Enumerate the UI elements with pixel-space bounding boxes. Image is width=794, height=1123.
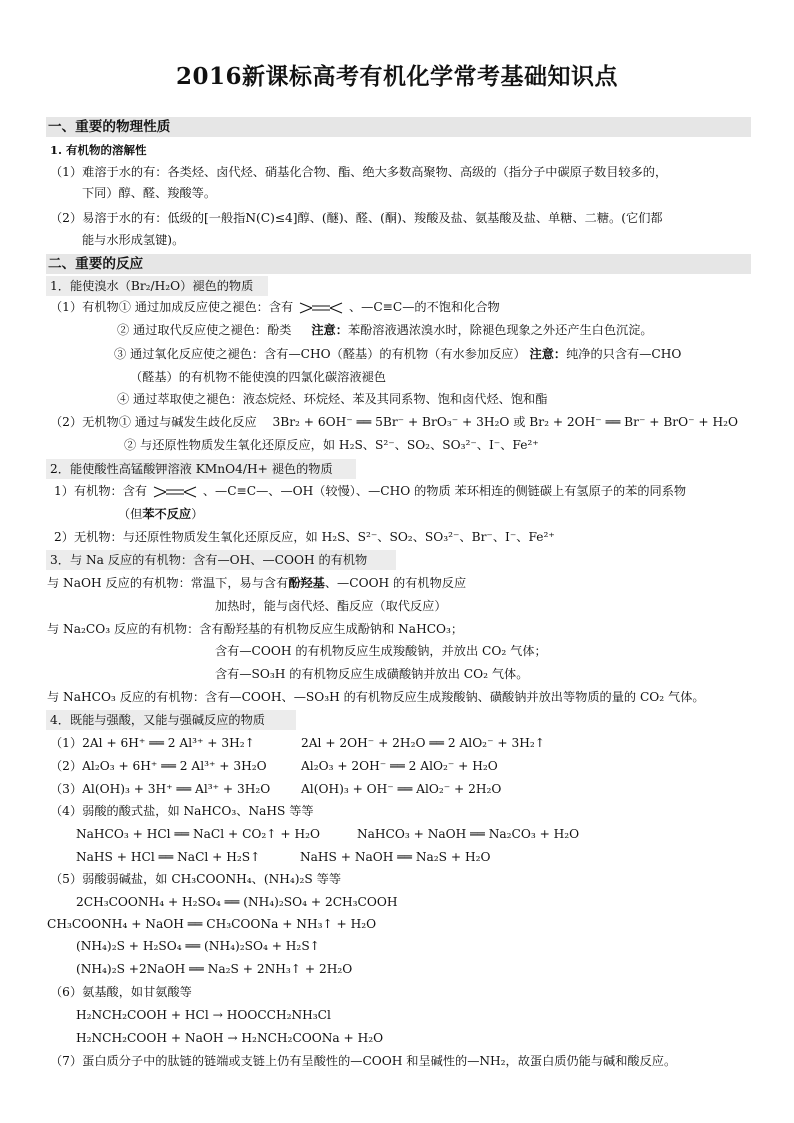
subheading-solubility: 1. 有机物的溶解性	[50, 143, 147, 157]
eq-nahs-naoh: NaHS + NaOH ══ Na₂S + H₂O	[300, 850, 491, 864]
naoh-line-1-text: 与 NaOH 反应的有机物：常温下，易与含有	[47, 576, 289, 590]
na2co3-line-3: 含有—SO₃H 的有机物反应生成磺酸钠并放出 CO₂ 气体。	[215, 667, 529, 681]
eq-1-base: 2Al + 2OH⁻ + 2H₂O ══ 2 AlO₂⁻ + 3H₂↑	[301, 736, 545, 750]
solubility-line-2: 下同）醇、醛、羧酸等。	[82, 186, 217, 200]
solubility-line-1: （1）难溶于水的有：各类烃、卤代烃、硝基化合物、酯、绝大多数高聚物、高级的（指分子中碳原子数目较多的，	[50, 165, 668, 179]
bromine-organic-2-text: ② 通过取代反应使之褪色：酚类	[117, 323, 292, 337]
kmno4-benzene-note	[118, 505, 203, 523]
double-bond-icon	[298, 300, 344, 316]
bromine-organic-2	[117, 321, 653, 339]
double-bond-icon	[152, 484, 198, 500]
naoh-line-1	[47, 574, 466, 592]
note-text: 纯净的只含有—CHO	[566, 347, 682, 361]
kmno4-inorganic: 2）无机物：与还原性物质发生氧化还原反应，如 H₂S、S²⁻、SO₂、SO₃²⁻、Br⁻、I⁻、Fe²⁺	[54, 530, 555, 544]
eq-glycine-hcl: H₂NCH₂COOH + HCl → HOOCCH₂NH₃Cl	[76, 1008, 331, 1022]
kmno4-heading: 2．能使酸性高锰酸钾溶液 KMnO4/H+ 褪色的物质	[50, 462, 333, 476]
solubility-line-3: （2）易溶于水的有：低级的[一般指N(C)≤4]醇、(醚)、醛、(酮)、羧酸及盐、氨基酸及盐、单糖、二糖。(它们都	[50, 211, 663, 225]
eq-ammonium-acetate-base: CH₃COONH₄ + NaOH ══ CH₃COONa + NH₃↑ + H₂O	[47, 917, 377, 931]
solubility-line-4: 能与水形成氢键)。	[82, 233, 185, 247]
eq-2-base: Al₂O₃ + 2OH⁻ ══ 2 AlO₂⁻ + H₂O	[301, 759, 498, 773]
eq-ammonium-sulfide-acid: (NH₄)₂S + H₂SO₄ ══ (NH₄)₂SO₄ + H₂S↑	[76, 939, 320, 953]
eq-3-base: Al(OH)₃ + OH⁻ ══ AlO₂⁻ + 2H₂O	[301, 782, 502, 796]
protein-line: （7）蛋白质分子中的肽链的链端或支链上仍有呈酸性的—COOH 和呈碱性的—NH₂，故蛋白质仍能与碱和酸反应。	[50, 1054, 677, 1068]
kmno4-organic-text: 1）有机物：含有	[54, 484, 148, 498]
eq-glycine-naoh: H₂NCH₂COOH + NaOH → H₂NCH₂COONa + H₂O	[76, 1031, 384, 1045]
acid-salt-heading: （4）弱酸的酸式盐，如 NaHCO₃、NaHS 等等	[50, 804, 314, 818]
section-heading-physical: 一、重要的物理性质	[48, 119, 171, 135]
nahco3-line: 与 NaHCO₃ 反应的有机物：含有—COOH、—SO₃H 的有机物反应生成羧酸钠、磺酸钠并放出等物质的量的 CO₂ 气体。	[47, 690, 705, 704]
bromine-organic-3	[114, 345, 681, 363]
bromine-organic-4: ④ 通过萃取使之褪色：液态烷烃、环烷烃、苯及其同系物、饱和卤代烃、饱和酯	[117, 392, 548, 406]
eq-1-acid: （1）2Al + 6H⁺ ══ 2 Al³⁺ + 3H₂↑	[50, 736, 255, 750]
eq-nahco3-hcl: NaHCO₃ + HCl ══ NaCl + CO₂↑ + H₂O	[76, 827, 320, 841]
eq-ammonium-sulfide-base: (NH₄)₂S +2NaOH ══ Na₂S + 2NH₃↑ + 2H₂O	[76, 962, 353, 976]
bromine-organic-1	[50, 298, 500, 316]
section-heading-bar	[46, 254, 751, 274]
eq-nahco3-naoh: NaHCO₃ + NaOH ══ Na₂CO₃ + H₂O	[357, 827, 580, 841]
weak-salt-heading: （5）弱酸弱碱盐，如 CH₃COONH₄、(NH₄)₂S 等等	[50, 872, 342, 886]
note-text: 苯酚溶液遇浓溴水时，除褪色现象之外还产生白色沉淀。	[347, 323, 653, 337]
kmno4-organic	[54, 482, 686, 500]
bromine-disproportionation-equation: 3Br₂ + 6OH⁻ ══ 5Br⁻ + BrO₃⁻ + 3H₂O 或 Br₂ + 2OH⁻ ══ Br⁻ + BrO⁻ + H₂O	[272, 415, 739, 429]
bromine-organic-1-tail: 、—C≡C—的不饱和化合物	[348, 300, 500, 314]
bromine-inorganic-2: ② 与还原性物质发生氧化还原反应，如 H₂S、S²⁻、SO₂、SO₃²⁻、I⁻、Fe²⁺	[124, 438, 539, 452]
bromine-organic-1-text: （1）有机物① 通过加成反应使之褪色：含有	[50, 300, 294, 314]
amino-acid-heading: （6）氨基酸，如甘氨酸等	[50, 985, 192, 999]
eq-3-acid: （3）Al(OH)₃ + 3H⁺ ══ Al³⁺ + 3H₂O	[50, 782, 271, 796]
eq-nahs-hcl: NaHS + HCl ══ NaCl + H₂S↑	[76, 850, 261, 864]
page-title: 2016新课标高考有机化学常考基础知识点	[175, 63, 618, 90]
kmno4-organic-tail: 、—C≡C—、—OH（较慢）、—CHO 的物质 苯环相连的侧链碳上有氢原子的苯的同系物	[202, 484, 687, 498]
note-label: 注意：	[529, 347, 567, 361]
phenol-hydroxyl-bold: 酚羟基	[288, 576, 325, 590]
bromine-organic-3b: （醛基）的有机物不能使溴的四氯化碳溶液褪色	[130, 370, 386, 384]
section-heading-reactions: 二、重要的反应	[48, 256, 144, 272]
bromine-inorganic-1-text: （2）无机物① 通过与碱发生歧化反应	[50, 415, 257, 429]
bromine-organic-3-text: ③ 通过氧化反应使之褪色：含有—CHO（醛基）的有机物（有水参加反应）	[114, 347, 526, 361]
na-heading: 3．与 Na 反应的有机物：含有—OH、—COOH 的有机物	[50, 553, 368, 567]
bromine-inorganic-1	[50, 413, 738, 431]
note-label: 注意：	[311, 323, 348, 337]
na2co3-line-2: 含有—COOH 的有机物反应生成羧酸钠，并放出 CO₂ 气体；	[215, 644, 547, 658]
kmno4-benzene-close: ）	[191, 507, 204, 521]
amphoteric-heading: 4．既能与强酸，又能与强碱反应的物质	[50, 713, 265, 727]
na2co3-line-1: 与 Na₂CO₃ 反应的有机物：含有酚羟基的有机物反应生成酚钠和 NaHCO₃；	[47, 622, 464, 636]
naoh-line-1-tail: 、—COOH 的有机物反应	[324, 576, 467, 590]
naoh-line-2: 加热时，能与卤代烃、酯反应（取代反应）	[215, 599, 447, 613]
bromine-water-heading: 1．能使溴水（Br₂/H₂O）褪色的物质	[50, 279, 254, 293]
eq-2-acid: （2）Al₂O₃ + 6H⁺ ══ 2 Al³⁺ + 3H₂O	[50, 759, 267, 773]
kmno4-benzene-open: （但	[118, 507, 143, 521]
kmno4-benzene-bold: 苯不反应	[142, 507, 192, 521]
eq-ammonium-acetate-acid: 2CH₃COONH₄ + H₂SO₄ ══ (NH₄)₂SO₄ + 2CH₃COOH	[76, 895, 398, 909]
